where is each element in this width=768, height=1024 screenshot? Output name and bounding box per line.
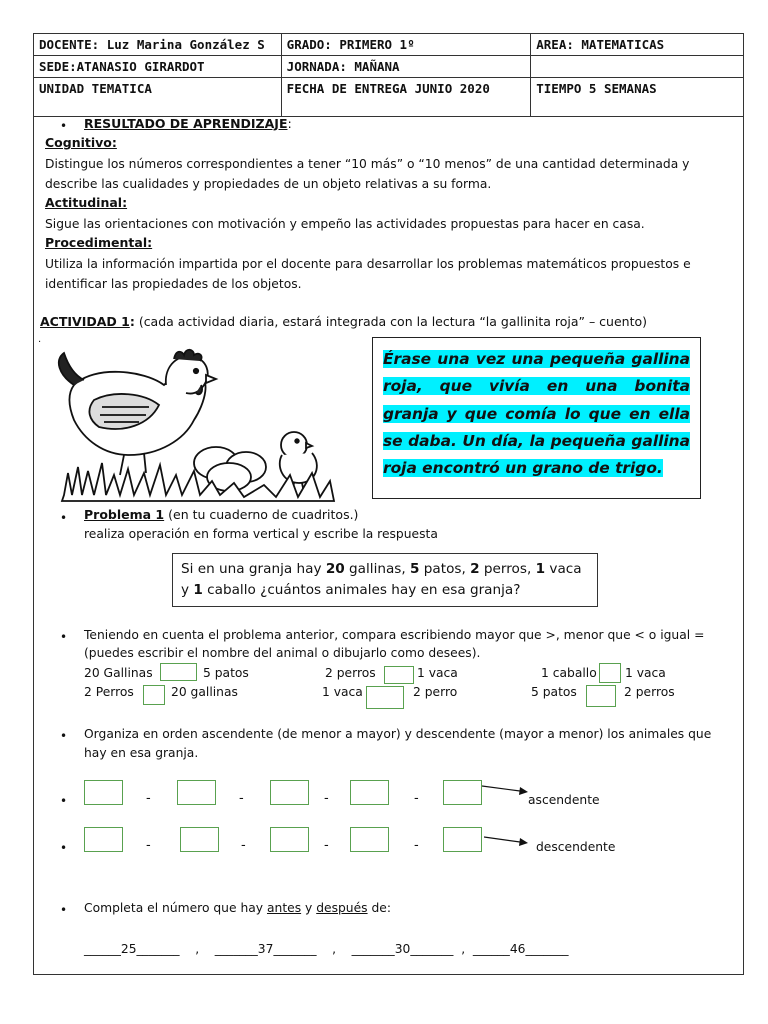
- compare-answer-box[interactable]: [160, 663, 197, 681]
- dash: -: [146, 791, 151, 806]
- resultado-heading: RESULTADO DE APRENDIZAJE:: [84, 116, 292, 132]
- procedimental-label: Procedimental:: [45, 235, 153, 250]
- compare-a1: 20 Gallinas: [84, 666, 153, 680]
- actitudinal-text: Sigue las orientaciones con motivación y empeño las actividades propuestas para hacer en casa.: [45, 217, 645, 231]
- compare-answer-box[interactable]: [384, 666, 414, 684]
- descending-box-2[interactable]: [180, 827, 219, 852]
- docente-cell: DOCENTE: Luz Marina González S: [34, 34, 282, 56]
- compare-b6: 2 perros: [624, 685, 675, 699]
- stray-dot: .: [38, 334, 42, 345]
- descending-box-5[interactable]: [443, 827, 482, 852]
- problem-line-2: y 1 caballo ¿cuántos animales hay en esa granja?: [181, 582, 521, 598]
- story-text: Érase una vez una pequeña gallina roja, que vivía en una bonita granja y que comía lo que en ella se daba. Un día, la pequeña gallina roja encontró un grano de trigo.: [383, 350, 690, 478]
- completa-sequence[interactable]: ______25_______ , _______37_______ , _______30_______ , ______46_______: [84, 942, 569, 956]
- compare-a6: 5 patos: [531, 685, 577, 699]
- dash: -: [324, 838, 329, 853]
- compare-b2: 1 vaca: [417, 666, 458, 680]
- ascending-box-2[interactable]: [177, 780, 216, 805]
- procedimental-line-2: identificar las propiedades de los objetos.: [45, 277, 302, 291]
- sede-cell: SEDE:ATANASIO GIRARDOT: [34, 56, 282, 78]
- actividad-line: ACTIVIDAD 1: (cada actividad diaria, estará integrada con la lectura “la gallinita roja” – cuento): [40, 314, 648, 329]
- bullet-icon: •: [60, 903, 68, 917]
- dash: -: [239, 791, 244, 806]
- compare-answer-box[interactable]: [599, 663, 621, 683]
- bullet-icon: •: [60, 729, 68, 743]
- bullet-icon: •: [60, 511, 68, 525]
- compare-b5: 2 perro: [413, 685, 458, 699]
- compare-answer-box[interactable]: [586, 685, 616, 707]
- cognitivo-label: Cognitivo:: [45, 135, 117, 150]
- completa-line: Completa el número que hay antes y después de:: [84, 901, 392, 915]
- compara-line-1: Teniendo en cuenta el problema anterior, compara escribiendo mayor que >, menor que < o igual =: [84, 628, 705, 642]
- bullet-icon: •: [60, 794, 68, 808]
- compare-a4: 2 Perros: [84, 685, 134, 699]
- ascendente-label: ascendente: [528, 793, 600, 807]
- bullet-icon: •: [60, 630, 68, 644]
- problema-heading: Problema 1 (en tu cuaderno de cuadritos.): [84, 507, 359, 522]
- descending-box-4[interactable]: [350, 827, 389, 852]
- ascending-box-3[interactable]: [270, 780, 309, 805]
- organiza-line-2: hay en esa granja.: [84, 746, 199, 760]
- cognitivo-line-1: Distingue los números correspondientes a tener “10 más” o “10 menos” de una cantidad determinada y: [45, 157, 690, 171]
- dash: -: [146, 838, 151, 853]
- descending-box-1[interactable]: [84, 827, 123, 852]
- dash: -: [324, 791, 329, 806]
- arrow-right-icon: [482, 783, 528, 797]
- area-cell: AREA: MATEMATICAS: [531, 34, 744, 56]
- blank-cell: [531, 56, 744, 78]
- story-box: [372, 337, 701, 499]
- procedimental-line-1: Utiliza la información impartida por el docente para desarrollar los problemas matemáticos propuestos e: [45, 257, 691, 271]
- compare-a3: 1 caballo: [541, 666, 597, 680]
- arrow-right-icon: [484, 834, 528, 848]
- problem-line-1: Si en una granja hay 20 gallinas, 5 patos, 2 perros, 1 vaca: [181, 561, 582, 577]
- ascending-box-4[interactable]: [350, 780, 389, 805]
- descending-box-3[interactable]: [270, 827, 309, 852]
- bullet-icon: •: [60, 841, 68, 855]
- ascending-box-1[interactable]: [84, 780, 123, 805]
- grado-cell: GRADO: PRIMERO 1º: [281, 34, 531, 56]
- dash: -: [241, 838, 246, 853]
- problema-instruction: realiza operación en forma vertical y escribe la respuesta: [84, 527, 438, 541]
- dash: -: [414, 791, 419, 806]
- dash: -: [414, 838, 419, 853]
- fecha-cell: FECHA DE ENTREGA JUNIO 2020: [281, 78, 531, 117]
- unidad-cell: UNIDAD TEMATICA: [34, 78, 282, 117]
- descendente-label: descendente: [536, 840, 616, 854]
- actitudinal-label: Actitudinal:: [45, 195, 128, 210]
- hen-and-chick-drawing: [54, 345, 338, 505]
- compare-answer-box[interactable]: [143, 685, 165, 705]
- tiempo-cell: TIEMPO 5 SEMANAS: [531, 78, 744, 117]
- cognitivo-line-2: describe las cualidades y propiedades de un objeto relativas a su forma.: [45, 177, 492, 191]
- jornada-cell: JORNADA: MAÑANA: [281, 56, 531, 78]
- compare-b4: 20 gallinas: [171, 685, 238, 699]
- compare-answer-box[interactable]: [366, 686, 404, 709]
- compara-line-2: (puedes escribir el nombre del animal o dibujarlo como desees).: [84, 646, 481, 660]
- problem-box: [172, 553, 598, 607]
- compare-a5: 1 vaca: [322, 685, 363, 699]
- compare-b3: 1 vaca: [625, 666, 666, 680]
- compare-a2: 2 perros: [325, 666, 376, 680]
- organiza-line-1: Organiza en orden ascendente (de menor a mayor) y descendente (mayor a menor) los animales que: [84, 727, 712, 741]
- ascending-box-5[interactable]: [443, 780, 482, 805]
- compare-b1: 5 patos: [203, 666, 249, 680]
- header-table: [33, 33, 744, 117]
- bullet-icon: •: [60, 119, 68, 133]
